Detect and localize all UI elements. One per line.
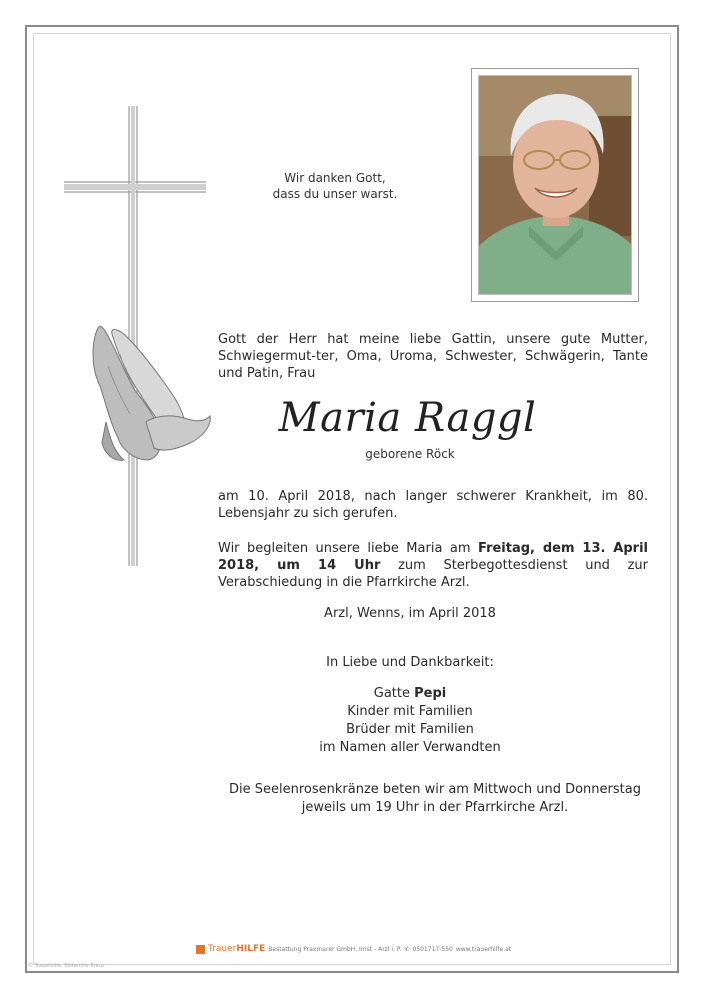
phone-icon: ✆ bbox=[404, 945, 410, 953]
cross-with-praying-hands-icon bbox=[62, 104, 212, 570]
footer-logo bbox=[208, 944, 265, 954]
logo-text-trauer: Trauer bbox=[208, 944, 237, 954]
mourner-spouse bbox=[270, 685, 550, 703]
portrait-photo bbox=[478, 75, 632, 295]
quote-line-2: dass du unser warst. bbox=[272, 187, 398, 201]
praying-hands-icon bbox=[93, 326, 210, 460]
mourner-relatives: im Namen aller Verwandten bbox=[319, 740, 501, 755]
death-notice: am 10. April 2018, nach langer schwerer Krankheit, im 80. Lebensjahr zu sich gerufen. bbox=[218, 489, 648, 521]
logo-text-hilfe: HILFE bbox=[236, 944, 266, 954]
funeral-text-1: Wir begleiten unsere liebe Maria am bbox=[218, 541, 479, 556]
deceased-name: Maria Raggl bbox=[278, 395, 537, 441]
portrait-image bbox=[479, 76, 632, 295]
spouse-name: Pepi bbox=[414, 686, 447, 701]
mourner-brothers: Brüder mit Familien bbox=[346, 722, 474, 737]
funeral-info bbox=[218, 540, 648, 591]
footer-website: www.trauerhilfe.at bbox=[455, 945, 512, 953]
opening-quote bbox=[260, 170, 410, 202]
footer-phone: 0501717-550 bbox=[412, 945, 453, 953]
birth-name: geborene Röck bbox=[365, 447, 455, 461]
footer bbox=[196, 944, 526, 954]
place-date: Arzl, Wenns, im April 2018 bbox=[324, 606, 496, 621]
gratitude-line: In Liebe und Dankbarkeit: bbox=[326, 655, 494, 670]
rosary-line-1: Die Seelenrosenkränze beten wir am Mittwoch und Donnerstag bbox=[229, 782, 641, 797]
footer-company: Bestattung Praxmarer GmbH, Imst - Arzl i. P. bbox=[268, 945, 402, 953]
rosary-notice bbox=[220, 781, 650, 817]
intro-paragraph: Gott der Herr hat meine liebe Gattin, unsere gute Mutter, Schwiegermut-ter, Oma, Uroma, Schwester, Schwägerin, Tante und Patin, Frau bbox=[218, 332, 648, 381]
funeral-text-2: zum Sterbegottesdienst und zur Verabschiedung in die Pfarrkirche Arzl. bbox=[218, 558, 649, 590]
rosary-line-2: jeweils um 19 Uhr in der Pfarrkirche Arzl. bbox=[301, 800, 569, 815]
trauerhilfe-logo-icon bbox=[196, 945, 205, 954]
portrait-frame bbox=[471, 68, 639, 302]
mourners-list bbox=[270, 685, 550, 757]
spouse-prefix: Gatte bbox=[373, 686, 415, 701]
funeral-date: Freitag, dem 13. April 2018, um 14 Uhr bbox=[218, 541, 649, 573]
quote-line-1: Wir danken Gott, bbox=[284, 171, 386, 185]
image-credit: © Trauerhilfe, Bildarchiv Kreuz bbox=[28, 963, 105, 969]
mourner-children: Kinder mit Familien bbox=[347, 704, 473, 719]
